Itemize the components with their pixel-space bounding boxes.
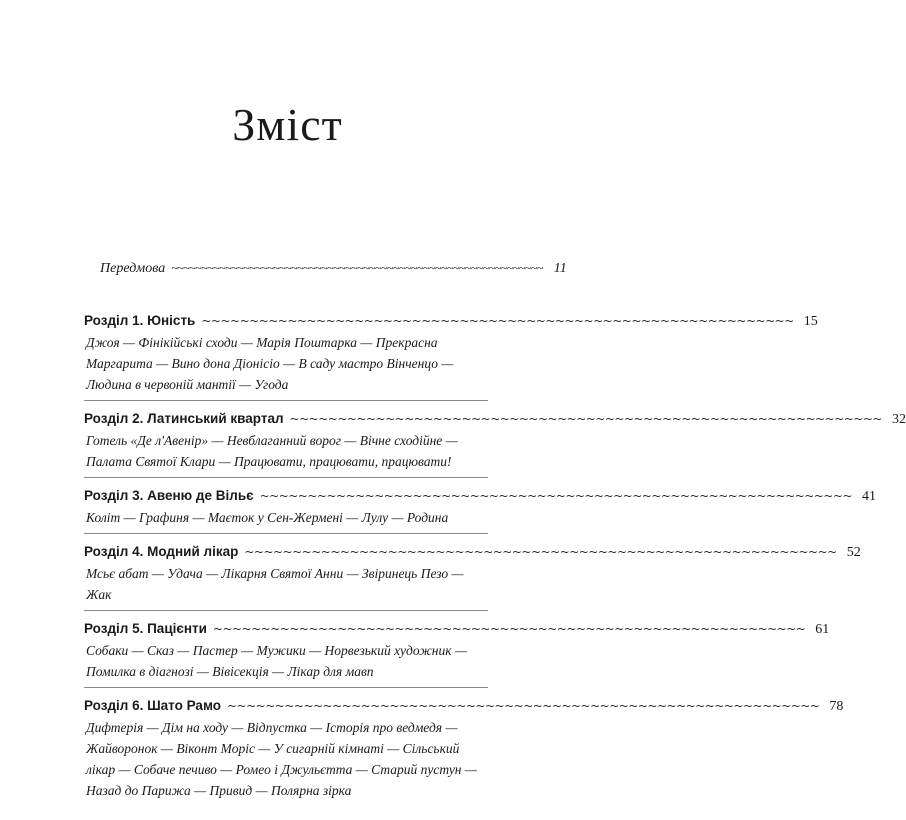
chapter-subtopics-line: Собаки — Сказ — Пастер — Мужики — Норвезький художник — <box>86 643 467 658</box>
chapter-page-number: 61 <box>815 622 830 637</box>
chapter-subtopics-line: Готель «Де л'Авенір» — Невблаганний ворог — Вічне сходійне — <box>86 433 458 448</box>
chapter-subtopics-line: Жак <box>86 587 112 602</box>
chapter-subtopics-line: Мсьє абат — Удача — Лікарня Святої Анни — Звіринець Пезо — <box>86 566 464 581</box>
dot-leader: ~~~~~~~~~~~~~~~~~~~~~~~~~~~~~~~~~~~~~~~~~~~~~~~~~~~~~~~~~~~~~~ <box>171 261 543 275</box>
chapter-subtopics-line: Помилка в діагнозі — Вівісекція — Лікар для мавп <box>86 664 374 679</box>
chapter-list <box>84 311 906 801</box>
chapter-divider <box>84 477 488 478</box>
chapter-page-number: 78 <box>829 699 844 714</box>
chapter-title: Розділ 3. Авеню де Вільє <box>84 488 254 503</box>
chapter-subtopics-line: Назад до Парижа — Привид — Полярна зірка <box>86 783 352 798</box>
chapter-divider <box>84 610 488 611</box>
page-title: Зміст <box>232 99 343 150</box>
dot-leader: ~~~~~~~~~~~~~~~~~~~~~~~~~~~~~~~~~~~~~~~~~~~~~~~~~~~~~~~~~~~~~~ <box>244 545 837 559</box>
toc-entry-chapter-2[interactable] <box>84 409 906 430</box>
dot-leader: ~~~~~~~~~~~~~~~~~~~~~~~~~~~~~~~~~~~~~~~~~~~~~~~~~~~~~~~~~~~~~~ <box>227 699 820 713</box>
table-of-contents <box>84 258 906 801</box>
chapter-subtopics-line: Палата Святої Клари — Працювати, працювати, працювати! <box>86 454 452 469</box>
chapter-title: Розділ 4. Модний лікар <box>84 544 239 559</box>
toc-entry-chapter-6[interactable] <box>84 696 844 717</box>
preface-page-number: 11 <box>553 261 567 276</box>
chapter-subtopics-line: Коліт — Графиня — Маєток у Сен-Жермені — Лулу — Родина <box>86 510 449 525</box>
toc-chapter-4 <box>84 542 861 611</box>
toc-entry-chapter-3[interactable] <box>84 486 876 507</box>
chapter-subtopics-line: лікар — Собаче печиво — Ромео і Джульєтта — Старий пустун — <box>86 762 477 777</box>
chapter-page-number: 32 <box>891 412 906 427</box>
dot-leader: ~~~~~~~~~~~~~~~~~~~~~~~~~~~~~~~~~~~~~~~~~~~~~~~~~~~~~~~~~~~~~~ <box>201 314 794 328</box>
chapter-title: Розділ 1. Юність <box>84 313 196 328</box>
dot-leader: ~~~~~~~~~~~~~~~~~~~~~~~~~~~~~~~~~~~~~~~~~~~~~~~~~~~~~~~~~~~~~~ <box>212 622 806 636</box>
toc-entry-chapter-1[interactable] <box>84 311 818 332</box>
preface-label: Передмова <box>100 261 166 276</box>
chapter-page-number: 15 <box>803 314 818 329</box>
dot-leader: ~~~~~~~~~~~~~~~~~~~~~~~~~~~~~~~~~~~~~~~~~~~~~~~~~~~~~~~~~~~~~~ <box>259 489 852 503</box>
chapter-subtopics-line: Маргарита — Вино дона Діонісіо — В саду мастро Вінченцо — <box>86 356 454 371</box>
chapter-divider <box>84 533 488 534</box>
chapter-divider <box>84 687 488 688</box>
dot-leader: ~~~~~~~~~~~~~~~~~~~~~~~~~~~~~~~~~~~~~~~~~~~~~~~~~~~~~~~~~~~~~~ <box>289 412 882 426</box>
chapter-page-number: 41 <box>861 489 876 504</box>
toc-chapter-6 <box>84 696 844 801</box>
toc-chapter-2 <box>84 409 906 478</box>
chapter-subtopics-line: Жайворонок — Віконт Моріс — У сигарній кімнаті — Сільський <box>86 741 460 756</box>
chapter-title: Розділ 6. Шато Рамо <box>84 698 221 713</box>
toc-chapter-3 <box>84 486 876 534</box>
chapter-divider <box>84 400 488 401</box>
chapter-subtopics-line: Джоя — Фінікійські сходи — Марія Поштарка — Прекрасна <box>86 335 438 350</box>
toc-chapter-5 <box>84 619 830 688</box>
chapter-subtopics-line: Людина в червоній мантії — Угода <box>86 377 289 392</box>
toc-entry-chapter-4[interactable] <box>84 542 861 563</box>
chapter-title: Розділ 2. Латинський квартал <box>84 411 284 426</box>
toc-chapter-1 <box>84 311 818 401</box>
toc-entry-preface[interactable] <box>84 258 567 279</box>
chapter-title: Розділ 5. Пацієнти <box>84 621 207 636</box>
toc-entry-chapter-5[interactable] <box>84 619 830 640</box>
chapter-subtopics-line: Дифтерія — Дім на ходу — Відпустка — Історія про ведмедя — <box>86 720 458 735</box>
chapter-page-number: 52 <box>846 545 861 560</box>
